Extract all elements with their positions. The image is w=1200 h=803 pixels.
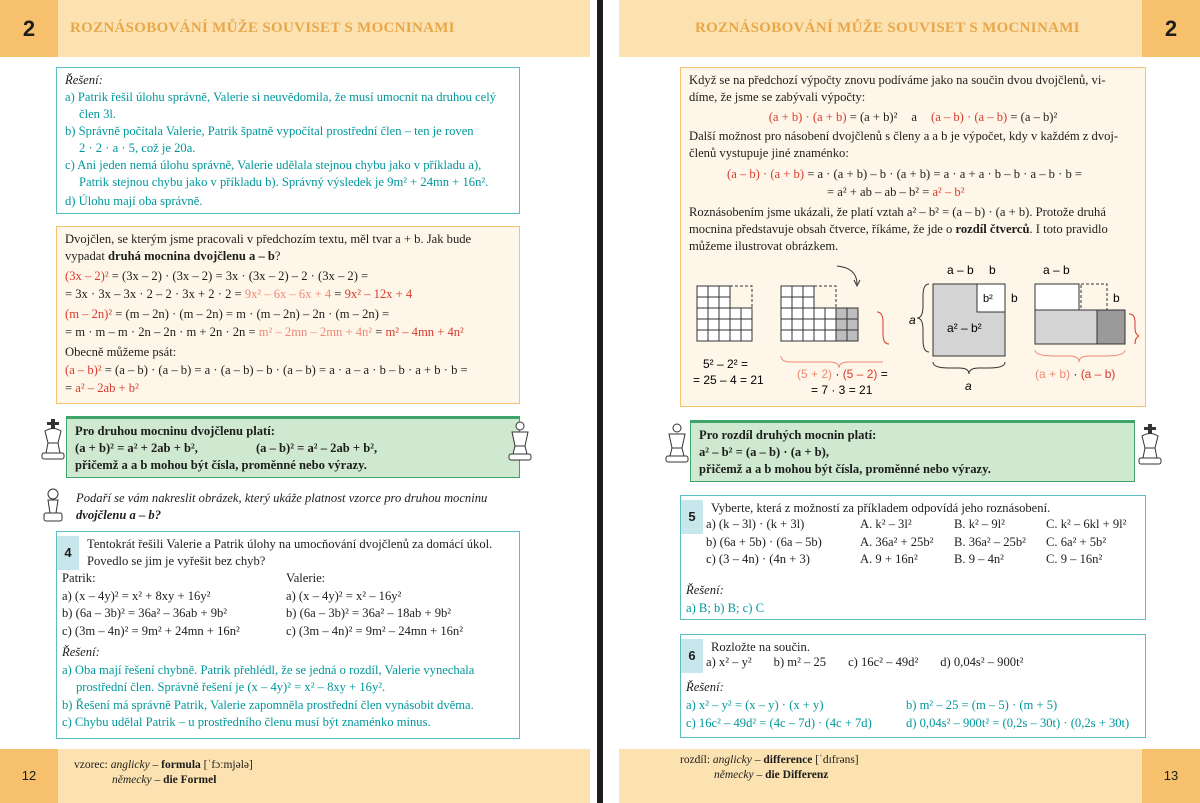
grid-cell (719, 330, 730, 341)
grid-cell (730, 330, 741, 341)
square-diagram (909, 263, 1018, 393)
grid-cell (825, 319, 836, 330)
theory-p2-line1: Další možnost pro násobení dvojčlenů s členy a a b je výpočet, kdy v každém z dvoj- (689, 129, 1119, 143)
grid-cell (825, 330, 836, 341)
task5-option-a: A. 36a² + 25b² (860, 534, 934, 549)
grid-cell (708, 330, 719, 341)
grid-cell (792, 308, 803, 319)
rule-note: přičemž a a b mohou být čísla, proměnné nebo výrazy. (699, 462, 991, 476)
grid-cell (847, 330, 858, 341)
task5-option-q: a) (k – 3l) · (k + 3l) (706, 517, 805, 531)
removed-square (730, 286, 752, 308)
task5-option-a: A. k² – 3l² (860, 517, 912, 531)
grid-cell (825, 308, 836, 319)
brace-right (877, 312, 889, 344)
svg-text:a: a (909, 313, 916, 327)
solution-c-line2: Patrik stejnou chybu jako v příkladu b). Správný výsledek je 9m² + 24mn + 16n². (79, 175, 489, 189)
task4-solution: Řešení: a) Oba mají řešení chybně. Patrik přehlédl, že se jedná o rozdíl, Valerie vynechala prostřední člen. Správně řešení je (x – 4y)² = x² – 8xy + 16y². b) Řešení má správně Patrik, Valerie zapomněla prostřední člen vynásobit dvěma. c) Chybu udělal Patrik – u prostředního členu musí být znaménko minus. (62, 645, 475, 729)
task5-option-c: C. 6a² + 5b² (1046, 534, 1107, 549)
task5-row (706, 535, 1146, 553)
valerie-column: Valerie: a) (x – 4y)² = x² – 16y² b) (6a – 3b)² = 36a² – 18ab + 9b² c) (3m – 4n)² = 9m² – 24mn + 16n² (286, 571, 463, 638)
grid-cell (719, 286, 730, 297)
grid-cell (719, 319, 730, 330)
svg-text:a – b: a – b (1043, 263, 1070, 277)
footer-glossary: vzorec: anglicky – formula [ˈfɔːmjələ] německy – die Formel (74, 759, 253, 786)
grid-rearranged (781, 286, 858, 341)
task4-question-line2: Povedlo se jim je vyřešit bez chyb? (87, 554, 266, 568)
grid-cell (697, 297, 708, 308)
rule-box (66, 416, 520, 478)
solution-heading: Řešení: (65, 73, 103, 87)
general-label: Obecně můžeme psát: (65, 345, 177, 359)
move-arrow (837, 266, 857, 284)
task5-option-q: c) (3 – 4n) · (4n + 3) (706, 552, 810, 566)
grid-cell (741, 330, 752, 341)
grid-cell (792, 330, 803, 341)
svg-text:b: b (1011, 291, 1018, 305)
grid-cell (697, 319, 708, 330)
theory-p1-line1: Když se na předchozí výpočty znovu podíváme jako na součin dvou dvojčlenů, vi- (689, 73, 1106, 87)
theory-p1-line2: díme, že jsme se zabývali výpočty: (689, 90, 866, 104)
grid-cell (730, 319, 741, 330)
theory-p3-line3: můžeme ilustrovat obrázkem. (689, 239, 839, 253)
task5-options (706, 517, 1146, 570)
grid-cell (781, 286, 792, 297)
task5-question: Vyberte, která z možností za příkladem odpovídá jeho roznásobení. (711, 501, 1051, 515)
grid-cell (803, 286, 814, 297)
grid-cell (781, 330, 792, 341)
grid-cell (741, 308, 752, 319)
example1-line1: (3x – 2)² = (3x – 2) · (3x – 2) = 3x · (3x – 2) – 2 · (3x – 2) = (65, 269, 369, 283)
theory-intro-line2: vypadat druhá mocnina dvojčlenu a – b? (65, 249, 281, 263)
grid-cell (792, 319, 803, 330)
grid-cell (741, 319, 752, 330)
theory-p2-line2: členů vystupuje jiné znaménko: (689, 146, 849, 160)
svg-text:b²: b² (983, 293, 993, 305)
grid-cell (781, 319, 792, 330)
grid-cell (803, 297, 814, 308)
task5-option-b: B. k² – 9l² (954, 517, 1005, 531)
grid1-label-line1: 5² – 2² = (703, 357, 749, 371)
task5-option-q: b) (6a + 5b) · (6a – 5b) (706, 534, 822, 549)
grid-cell (836, 308, 847, 319)
grid-5x5 (697, 286, 752, 341)
rule-box (690, 420, 1135, 482)
task5-option-c: C. k² – 6kl + 9l² (1046, 517, 1127, 531)
grid2-label-line1: (5 + 2) · (5 – 2) = (797, 367, 888, 381)
grid-cell (836, 319, 847, 330)
task4-number: 4 (57, 536, 79, 570)
svg-text:a² – b²: a² – b² (947, 321, 982, 335)
rectangle-diagram (1035, 263, 1139, 381)
svg-text:a: a (965, 379, 972, 393)
footer-glossary: rozdíl: anglicky – difference [ˈdɪfrəns] německy – die Differenz (680, 754, 859, 781)
grid-cell (719, 308, 730, 319)
removed-square (814, 286, 836, 308)
grid-cell (697, 286, 708, 297)
task5-option-b: B. 9 – 4n² (954, 552, 1004, 566)
task6-items: a) x² – y² b) m² – 25 c) 16c² – 49d² d) 0,04s² – 900t² (706, 655, 1024, 669)
left-page (0, 0, 597, 803)
svg-text:b: b (989, 263, 996, 277)
task5-option-b: B. 36a² – 25b² (954, 534, 1026, 549)
grid-cell (847, 308, 858, 319)
solution-a-line1: a) Patrik řešil úlohu správně, Valerie si neuvědomila, že musí umocnit na druhou celý (65, 90, 496, 104)
challenge-text: Podaří se vám nakreslit obrázek, který ukáže platnost vzorce pro druhou mocninu dvojčlenu a – b? (76, 491, 488, 522)
task6-solution: Řešení: a) x² – y² = (x – y) · (x + y) b) m² – 25 = (m – 5) · (m + 5) c) 16c² – 49d² = (4c – 7d) · (4c + 7d) d) 0,04s² – 900t² = (0,2s – 30t) · (0,2s + 30t) (686, 680, 1130, 730)
theory-formulas-1: (a + b) · (a + b) = (a + b)² a (a – b) · (a – b) = (a – b)² (768, 110, 1058, 124)
chapter-number: 2 (1142, 0, 1200, 57)
grid-cell (708, 286, 719, 297)
example1-line2: = 3x · 3x – 3x · 2 – 2 · 3x + 2 · 2 = 9x² – 6x – 6x + 4 = 9x² – 12x + 4 (65, 287, 413, 301)
task5-row (706, 517, 1146, 535)
task4-question-line1: Tentokrát řešili Valerie a Patrik úlohy na umocňování dvojčlenů za domácí úkol. (87, 537, 493, 551)
grid-cell (697, 330, 708, 341)
general-line1: (a – b)² = (a – b) · (a – b) = a · (a – b) – b · (a – b) = a · a – a · b – b · a + b · b = (65, 363, 468, 377)
grid-cell (847, 319, 858, 330)
example2-line2: = m · m – m · 2n – 2n · m + 2n · 2n = m² – 2mn – 2mn + 4n² = m² – 4mn + 4n² (65, 325, 464, 339)
solution-c-line1: c) Ani jeden nemá úlohu správně, Valerie udělala stejnou chybu jako v příkladu a), (65, 158, 482, 172)
grid-cell (781, 297, 792, 308)
difference-of-squares-figure (689, 258, 1139, 402)
grid-cell (781, 308, 792, 319)
task5-option-a: A. 9 + 16n² (860, 552, 918, 566)
king-icon (38, 417, 68, 463)
grid1-label-line2: = 25 – 4 = 21 (693, 373, 764, 387)
grid2-label-line2: = 7 · 3 = 21 (811, 383, 873, 397)
task5-solution: Řešení: a) B; b) B; c) C (686, 583, 764, 615)
task6-question: Rozložte na součin. (711, 640, 810, 654)
grid-cell (792, 286, 803, 297)
solution-d: d) Úlohu mají oba správně. (65, 194, 203, 208)
grid-cell (814, 319, 825, 330)
king-icon (1135, 422, 1165, 468)
chapter-number: 2 (0, 0, 58, 57)
task5-option-c: C. 9 – 16n² (1046, 552, 1103, 566)
queen-icon (506, 420, 534, 464)
theory-formula-4: = a² + ab – ab – b² = a² – b² (827, 185, 965, 199)
grid-cell (708, 319, 719, 330)
grid-cell (708, 297, 719, 308)
example2-line1: (m – 2n)² = (m – 2n) · (m – 2n) = m · (m – 2n) – 2n · (m – 2n) = (65, 307, 390, 321)
pawn-icon (40, 487, 66, 525)
svg-text:b: b (1113, 291, 1120, 305)
solution-a-line2: člen 3l. (79, 107, 117, 121)
grid-cell (803, 319, 814, 330)
rule-formulas: (a + b)² = a² + 2ab + b², (a – b)² = a² – 2ab + b², (75, 441, 378, 455)
grid-cell (814, 330, 825, 341)
queen-icon (663, 422, 691, 466)
page-title: ROZNÁSOBOVÁNÍ MŮŽE SOUVISET S MOCNINAMI (695, 20, 1080, 36)
patrik-column: Patrik: a) (x – 4y)² = x² + 8xy + 16y² b) (6a – 3b)² = 36a² – 36ab + 9b² c) (3m – 4n)² = 9m² + 24mn + 16n² (62, 571, 240, 638)
task5-row (706, 552, 1146, 570)
rule-title: Pro druhou mocninu dvojčlenu platí: (75, 424, 275, 438)
theory-p3-line1: Roznásobením jsme ukázali, že platí vztah a² – b² = (a – b) · (a + b). Protože druhá (689, 205, 1106, 219)
right-page (603, 0, 1200, 803)
theory-formula-3: (a – b) · (a + b) = a · (a + b) – b · (a + b) = a · a + a · b – b · a – b · b = (727, 167, 1083, 181)
theory-box (56, 226, 520, 404)
grid-cell (803, 330, 814, 341)
grid-cell (792, 297, 803, 308)
grid-cell (719, 297, 730, 308)
grid-cell (836, 330, 847, 341)
rule-note: přičemž a a b mohou být čísla, proměnné nebo výrazy. (75, 458, 367, 472)
theory-p3-line2: mocnina představuje obsah čtverce, říkáme, že jde o rozdíl čtverců. I toto pravidlo (689, 222, 1108, 236)
page-number: 12 (0, 749, 58, 803)
svg-text:a – b: a – b (947, 263, 974, 277)
theory-intro-line1: Dvojčlen, se kterým jsme pracovali v předchozím textu, měl tvar a + b. Jak bude (65, 232, 472, 246)
svg-text:(a + b) · (a – b): (a + b) · (a – b) (1035, 367, 1116, 381)
page-number: 13 (1142, 749, 1200, 803)
task6-number: 6 (681, 639, 703, 673)
general-line2: = a² – 2ab + b² (65, 381, 139, 395)
page-title: ROZNÁSOBOVÁNÍ MŮŽE SOUVISET S MOCNINAMI (70, 20, 455, 36)
grid-cell (814, 308, 825, 319)
task5-number: 5 (681, 500, 703, 534)
rule-formula: a² – b² = (a – b) · (a + b), (699, 445, 830, 459)
solution-box (56, 67, 520, 214)
grid-cell (730, 308, 741, 319)
grid-cell (803, 308, 814, 319)
rule-title: Pro rozdíl druhých mocnin platí: (699, 428, 877, 442)
solution-b-line2: 2 · 2 · a · 5, což je 20a. (79, 141, 196, 155)
grid-cell (697, 308, 708, 319)
grid-cell (708, 308, 719, 319)
solution-b-line1: b) Správně počítala Valerie, Patrik špatně vypočítal prostřední člen – ten je roven (65, 124, 474, 138)
